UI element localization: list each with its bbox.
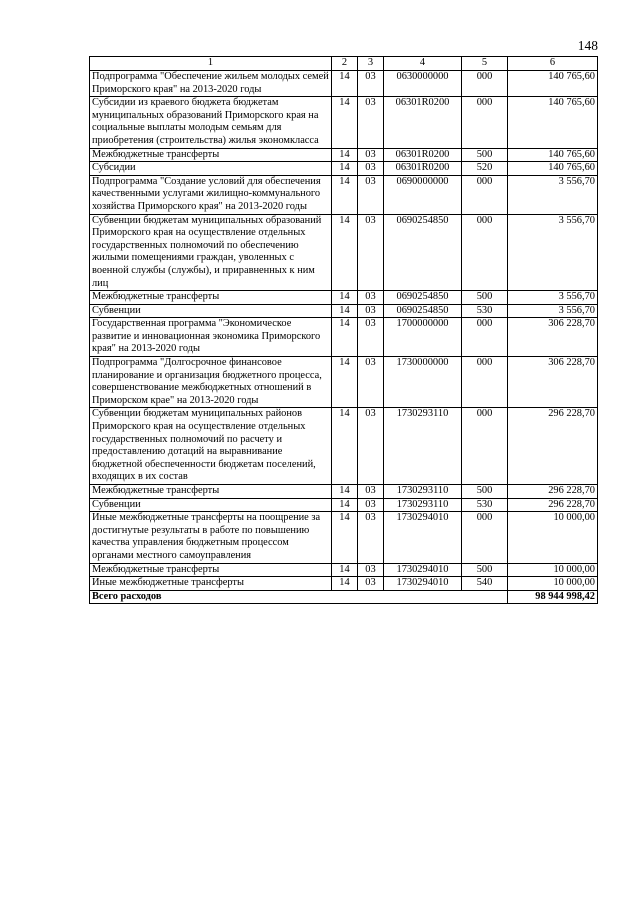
table-row [90, 408, 598, 485]
row-name-cell: Подпрограмма "Долгосрочное финансовое планирование и организация бюджетного процесса, совершенствование межбюджетных отношений в Приморском крае" на 2013-2020 годы [90, 357, 332, 408]
row-name-cell: Межбюджетные трансферты [90, 148, 332, 162]
row-name-cell: Иные межбюджетные трансферты [90, 577, 332, 591]
row-target-code-cell: 06301R0200 [384, 162, 462, 176]
row-target-code-cell: 0630000000 [384, 71, 462, 97]
row-ved-cell: 14 [332, 408, 358, 485]
row-target-code-cell: 06301R0200 [384, 97, 462, 148]
row-amount-cell: 306 228,70 [508, 318, 598, 357]
row-name-cell: Иные межбюджетные трансферты на поощрение за достигнутые результаты в работе по повышению качества управления бюджетным процессом органами местного самоуправления [90, 512, 332, 563]
row-target-code-cell: 0690254850 [384, 214, 462, 291]
row-amount-cell: 10 000,00 [508, 512, 598, 563]
table-row [90, 512, 598, 563]
row-ved-cell: 14 [332, 563, 358, 577]
row-expense-type-cell: 000 [462, 357, 508, 408]
row-section-cell: 03 [358, 512, 384, 563]
row-name-cell: Межбюджетные трансферты [90, 485, 332, 499]
table-row [90, 357, 598, 408]
row-name-cell: Межбюджетные трансферты [90, 563, 332, 577]
row-target-code-cell: 1730293110 [384, 485, 462, 499]
row-expense-type-cell: 520 [462, 162, 508, 176]
row-section-cell: 03 [358, 498, 384, 512]
table-row [90, 71, 598, 97]
row-target-code-cell: 1730294010 [384, 563, 462, 577]
row-section-cell: 03 [358, 97, 384, 148]
table-row [90, 291, 598, 305]
row-section-cell: 03 [358, 577, 384, 591]
table-header-row [90, 57, 598, 71]
row-expense-type-cell: 540 [462, 577, 508, 591]
row-section-cell: 03 [358, 304, 384, 318]
row-target-code-cell: 1700000000 [384, 318, 462, 357]
row-ved-cell: 14 [332, 148, 358, 162]
page-number: 148 [577, 38, 598, 53]
row-name-cell: Подпрограмма "Создание условий для обеспечения качественными услугами жилищно-коммунального хозяйства Приморского края" на 2013-2020 годы [90, 175, 332, 214]
row-ved-cell: 14 [332, 498, 358, 512]
column-header: 6 [508, 57, 598, 71]
row-ved-cell: 14 [332, 304, 358, 318]
table-row [90, 97, 598, 148]
row-expense-type-cell: 000 [462, 408, 508, 485]
row-ved-cell: 14 [332, 318, 358, 357]
row-amount-cell: 3 556,70 [508, 304, 598, 318]
row-section-cell: 03 [358, 214, 384, 291]
table-body [90, 57, 598, 604]
row-amount-cell: 140 765,60 [508, 148, 598, 162]
row-ved-cell: 14 [332, 357, 358, 408]
row-section-cell: 03 [358, 175, 384, 214]
row-expense-type-cell: 000 [462, 175, 508, 214]
table-row [90, 498, 598, 512]
row-ved-cell: 14 [332, 577, 358, 591]
row-amount-cell: 140 765,60 [508, 162, 598, 176]
row-target-code-cell: 1730000000 [384, 357, 462, 408]
row-amount-cell: 3 556,70 [508, 214, 598, 291]
row-section-cell: 03 [358, 318, 384, 357]
row-section-cell: 03 [358, 291, 384, 305]
column-header: 1 [90, 57, 332, 71]
row-amount-cell: 306 228,70 [508, 357, 598, 408]
row-expense-type-cell: 500 [462, 563, 508, 577]
row-expense-type-cell: 530 [462, 498, 508, 512]
row-amount-cell: 140 765,60 [508, 97, 598, 148]
row-section-cell: 03 [358, 162, 384, 176]
row-target-code-cell: 0690254850 [384, 304, 462, 318]
row-ved-cell: 14 [332, 175, 358, 214]
row-name-cell: Субвенции [90, 304, 332, 318]
row-target-code-cell: 1730294010 [384, 577, 462, 591]
row-target-code-cell: 1730293110 [384, 498, 462, 512]
row-amount-cell: 296 228,70 [508, 485, 598, 499]
row-target-code-cell: 0690254850 [384, 291, 462, 305]
row-target-code-cell: 0690000000 [384, 175, 462, 214]
row-expense-type-cell: 000 [462, 318, 508, 357]
row-name-cell: Подпрограмма "Обеспечение жильем молодых семей Приморского края" на 2013-2020 годы [90, 71, 332, 97]
row-ved-cell: 14 [332, 97, 358, 148]
row-target-code-cell: 1730294010 [384, 512, 462, 563]
row-amount-cell: 3 556,70 [508, 175, 598, 214]
total-label: Всего расходов [90, 590, 508, 604]
row-name-cell: Субвенции [90, 498, 332, 512]
row-ved-cell: 14 [332, 71, 358, 97]
row-amount-cell: 140 765,60 [508, 71, 598, 97]
column-header: 5 [462, 57, 508, 71]
column-header: 2 [332, 57, 358, 71]
row-amount-cell: 10 000,00 [508, 563, 598, 577]
row-name-cell: Субсидии [90, 162, 332, 176]
row-expense-type-cell: 000 [462, 214, 508, 291]
total-amount: 98 944 998,42 [508, 590, 598, 604]
table-row [90, 162, 598, 176]
row-amount-cell: 296 228,70 [508, 498, 598, 512]
table-row [90, 148, 598, 162]
row-target-code-cell: 06301R0200 [384, 148, 462, 162]
row-expense-type-cell: 500 [462, 291, 508, 305]
row-expense-type-cell: 000 [462, 97, 508, 148]
table-row [90, 577, 598, 591]
column-header: 4 [384, 57, 462, 71]
row-ved-cell: 14 [332, 485, 358, 499]
row-ved-cell: 14 [332, 214, 358, 291]
row-amount-cell: 10 000,00 [508, 577, 598, 591]
row-section-cell: 03 [358, 357, 384, 408]
row-expense-type-cell: 000 [462, 512, 508, 563]
row-ved-cell: 14 [332, 512, 358, 563]
table-row [90, 304, 598, 318]
table-row [90, 563, 598, 577]
row-section-cell: 03 [358, 563, 384, 577]
row-section-cell: 03 [358, 485, 384, 499]
row-expense-type-cell: 500 [462, 485, 508, 499]
table-row [90, 175, 598, 214]
row-name-cell: Субсидии из краевого бюджета бюджетам муниципальных образований Приморского края на социальные выплаты молодым семьям для приобретения (строительства) жилья экономкласса [90, 97, 332, 148]
row-name-cell: Государственная программа "Экономическое развитие и инновационная экономика Приморского края" на 2013-2020 годы [90, 318, 332, 357]
row-name-cell: Субвенции бюджетам муниципальных образований Приморского края на осуществление отдельных государственных полномочий по обеспечению жилыми помещениями граждан, уволенных с военной службы (службы), и приравненных к ним лиц [90, 214, 332, 291]
row-amount-cell: 296 228,70 [508, 408, 598, 485]
row-expense-type-cell: 530 [462, 304, 508, 318]
row-section-cell: 03 [358, 148, 384, 162]
row-ved-cell: 14 [332, 162, 358, 176]
table-row [90, 318, 598, 357]
row-name-cell: Субвенции бюджетам муниципальных районов Приморского края на осуществление отдельных государственных полномочий по расчету и предоставлению дотаций на выравнивание бюджетной обеспеченности бюджетам поселений, входящих в их состав [90, 408, 332, 485]
budget-table [89, 56, 598, 604]
row-target-code-cell: 1730293110 [384, 408, 462, 485]
table-row [90, 485, 598, 499]
row-ved-cell: 14 [332, 291, 358, 305]
row-expense-type-cell: 500 [462, 148, 508, 162]
row-section-cell: 03 [358, 408, 384, 485]
row-section-cell: 03 [358, 71, 384, 97]
row-amount-cell: 3 556,70 [508, 291, 598, 305]
table-row [90, 214, 598, 291]
row-expense-type-cell: 000 [462, 71, 508, 97]
row-name-cell: Межбюджетные трансферты [90, 291, 332, 305]
column-header: 3 [358, 57, 384, 71]
total-row [90, 590, 598, 604]
